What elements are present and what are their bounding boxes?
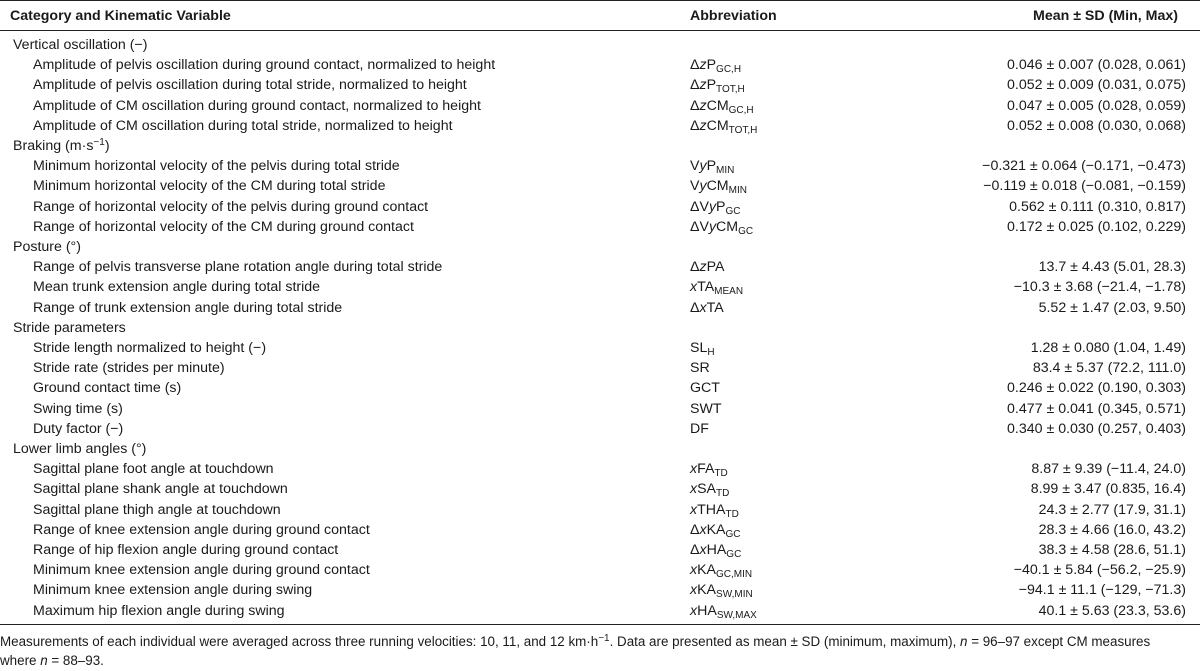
- variable-name: Minimum knee extension angle during swing: [33, 582, 313, 599]
- abbreviation-cell: [690, 378, 940, 398]
- abbr-symbol: FA: [697, 461, 715, 478]
- abbreviation-cell: [690, 75, 940, 95]
- abbr-subscript: MIN: [728, 185, 747, 197]
- abbr-axis: y: [708, 218, 717, 235]
- mean-sd-value: 38.3 ± 4.58 (28.6, 51.1): [1038, 542, 1186, 559]
- mean-sd-value: −40.1 ± 5.84 (−56.2, −25.9): [1013, 562, 1186, 579]
- abbreviation-cell: [690, 399, 940, 419]
- variable-name: Amplitude of pelvis oscillation during total stride, normalized to height: [33, 77, 467, 94]
- abbr-symbol: CM: [706, 117, 729, 134]
- abbr-prefix: Δ: [690, 57, 700, 74]
- table-row: [0, 479, 1200, 499]
- abbr-axis: x: [690, 481, 698, 498]
- category-row: [0, 439, 1200, 459]
- mean-sd-value: 28.3 ± 4.66 (16.0, 43.2): [1038, 521, 1186, 538]
- table-row: [0, 277, 1200, 297]
- mean-sd-value: 24.3 ± 2.77 (17.9, 31.1): [1038, 501, 1186, 518]
- table-body: [0, 31, 1200, 625]
- abbr-subscript: GC,MIN: [716, 569, 753, 581]
- abbr-subscript: GC,H: [728, 104, 754, 116]
- abbr-subscript: SW,MAX: [716, 609, 757, 621]
- header-row: [0, 1, 1200, 31]
- abbreviation-cell: [690, 601, 940, 625]
- abbr-subscript: GC: [725, 528, 741, 540]
- table-row: [0, 116, 1200, 136]
- abbr-subscript: TD: [716, 488, 730, 500]
- table-row: [0, 560, 1200, 580]
- variable-name: Duty factor (−): [33, 420, 124, 437]
- abbr-prefix: ΔV: [690, 198, 709, 215]
- mean-sd-value: −0.119 ± 0.018 (−0.081, −0.159): [983, 178, 1186, 195]
- abbreviation-cell: [690, 540, 940, 560]
- abbreviation-cell: [690, 338, 940, 358]
- abbr-subscript: TOT,H: [728, 124, 758, 136]
- abbreviation-cell: [690, 55, 940, 75]
- abbr-symbol: P: [706, 57, 717, 74]
- category-label: Lower limb angles (°): [13, 441, 147, 458]
- abbreviation-cell: [690, 298, 940, 318]
- abbr-subscript: MEAN: [714, 286, 744, 298]
- mean-sd-value: 0.052 ± 0.009 (0.031, 0.075): [1007, 77, 1186, 94]
- table-row: [0, 75, 1200, 95]
- abbr-axis: z: [699, 259, 707, 276]
- footnote-text-3: = 96–97 except CM measures where: [0, 634, 1151, 668]
- variable-name: Range of knee extension angle during ground contact: [33, 521, 370, 538]
- mean-sd-value: −10.3 ± 3.68 (−21.4, −1.78): [1013, 279, 1186, 296]
- abbr-subscript: TD: [725, 508, 739, 520]
- footnote-text-2: . Data are presented as mean ± SD (minimum, maximum),: [609, 634, 961, 649]
- abbr-axis: x: [690, 582, 698, 599]
- abbreviation-cell: [690, 156, 940, 176]
- abbreviation-cell: [690, 197, 940, 217]
- abbr-prefix: V: [690, 158, 700, 175]
- abbr-symbol: THA: [697, 501, 726, 518]
- abbreviation-cell: [690, 560, 940, 580]
- variable-name: Amplitude of CM oscillation during total stride, normalized to height: [33, 117, 453, 134]
- category-title: [0, 318, 1200, 338]
- abbr-axis: x: [699, 299, 707, 316]
- abbr-axis: z: [699, 97, 707, 114]
- header-mean-sd: Mean ± SD (Min, Max): [940, 1, 1200, 31]
- category-title: [0, 31, 1200, 56]
- abbreviation-cell: [690, 479, 940, 499]
- abbr-symbol: DF: [690, 420, 709, 437]
- abbr-symbol: TA: [697, 279, 715, 296]
- abbr-axis: z: [699, 117, 707, 134]
- table-row: [0, 601, 1200, 625]
- abbr-symbol: CM: [716, 218, 739, 235]
- abbr-subscript: TD: [714, 468, 728, 480]
- variable-name: Range of pelvis transverse plane rotation angle during total stride: [33, 259, 443, 276]
- mean-sd-value: −0.321 ± 0.064 (−0.171, −0.473): [982, 158, 1186, 175]
- abbreviation-cell: [690, 500, 940, 520]
- abbreviation-cell: [690, 358, 940, 378]
- variable-name: Range of horizontal velocity of the pelvis during ground contact: [33, 198, 429, 215]
- mean-sd-value: 8.87 ± 9.39 (−11.4, 24.0): [1031, 461, 1186, 478]
- abbreviation-cell: [690, 257, 940, 277]
- table-row: [0, 540, 1200, 560]
- table-row: [0, 399, 1200, 419]
- abbr-symbol: CM: [706, 178, 729, 195]
- mean-sd-value: 0.052 ± 0.008 (0.030, 0.068): [1007, 117, 1186, 134]
- category-title: [0, 237, 1200, 257]
- variable-name: Minimum knee extension angle during ground contact: [33, 562, 370, 579]
- abbr-prefix: Δ: [690, 259, 700, 276]
- header-abbreviation: Abbreviation: [690, 1, 940, 31]
- table-row: [0, 378, 1200, 398]
- mean-sd-value: 40.1 ± 5.63 (23.3, 53.6): [1038, 602, 1186, 619]
- footnote-text-1: Measurements of each individual were averaged across three running velocities: 10, 11, and 12 km·h: [0, 634, 599, 649]
- variable-name: Sagittal plane thigh angle at touchdown: [33, 501, 281, 518]
- variable-name: Ground contact time (s): [33, 380, 182, 397]
- variable-name: Mean trunk extension angle during total stride: [33, 279, 321, 296]
- variable-name: Sagittal plane shank angle at touchdown: [33, 481, 288, 498]
- abbr-axis: x: [690, 461, 698, 478]
- abbr-subscript: MIN: [716, 165, 735, 177]
- abbr-subscript: GC: [726, 549, 742, 561]
- variable-name: Amplitude of pelvis oscillation during ground contact, normalized to height: [33, 57, 496, 74]
- table-row: [0, 55, 1200, 75]
- footnote-text-4: = 88–93.: [47, 653, 104, 668]
- mean-sd-value: 0.047 ± 0.005 (0.028, 0.059): [1007, 97, 1186, 114]
- table-row: [0, 96, 1200, 116]
- mean-sd-value: 0.046 ± 0.007 (0.028, 0.061): [1007, 57, 1186, 74]
- variable-name: Sagittal plane foot angle at touchdown: [33, 461, 274, 478]
- abbr-prefix: Δ: [690, 542, 700, 559]
- abbr-subscript: GC: [738, 225, 754, 237]
- mean-sd-value: −94.1 ± 11.1 (−129, −71.3): [1018, 582, 1186, 599]
- abbreviation-cell: [690, 116, 940, 136]
- table-row: [0, 156, 1200, 176]
- abbr-symbol: HA: [706, 542, 727, 559]
- abbr-symbol: CM: [706, 97, 729, 114]
- abbr-prefix: Δ: [690, 299, 700, 316]
- category-title: [0, 439, 1200, 459]
- mean-sd-value: 8.99 ± 3.47 (0.835, 16.4): [1030, 481, 1186, 498]
- abbr-symbol: KA: [697, 562, 717, 579]
- abbr-subscript: H: [707, 347, 715, 359]
- variable-name: Maximum hip flexion angle during swing: [33, 602, 285, 619]
- abbr-prefix: ΔV: [690, 218, 709, 235]
- mean-sd-value: 0.477 ± 0.041 (0.345, 0.571): [1007, 400, 1186, 417]
- abbreviation-cell: [690, 277, 940, 297]
- variable-name: Swing time (s): [33, 400, 123, 417]
- category-label: Stride parameters: [13, 319, 126, 336]
- abbr-prefix: V: [690, 178, 700, 195]
- footnote-n-symbol: n: [960, 634, 968, 649]
- abbreviation-cell: [690, 96, 940, 116]
- abbr-symbol: P: [716, 198, 726, 215]
- abbr-symbol: TA: [706, 299, 724, 316]
- abbr-symbol: SWT: [690, 400, 722, 417]
- variable-name: Range of hip flexion angle during ground contact: [33, 542, 339, 559]
- abbr-axis: z: [699, 77, 707, 94]
- category-row: [0, 31, 1200, 56]
- category-label: Vertical oscillation (−): [13, 37, 148, 53]
- abbreviation-cell: [690, 176, 940, 196]
- mean-sd-value: 83.4 ± 5.37 (72.2, 111.0): [1032, 360, 1186, 377]
- abbr-axis: x: [690, 279, 698, 296]
- table-row: [0, 298, 1200, 318]
- mean-sd-value: 5.52 ± 1.47 (2.03, 9.50): [1038, 299, 1186, 316]
- mean-sd-value: 1.28 ± 0.080 (1.04, 1.49): [1030, 340, 1186, 357]
- abbr-axis: x: [699, 521, 707, 538]
- table-row: [0, 197, 1200, 217]
- abbr-axis: x: [699, 542, 707, 559]
- abbr-symbol: P: [706, 158, 717, 175]
- category-row: [0, 237, 1200, 257]
- abbr-prefix: Δ: [690, 77, 700, 94]
- variable-name: Amplitude of CM oscillation during ground contact, normalized to height: [33, 97, 481, 114]
- category-label: Braking (m·s: [13, 138, 94, 155]
- abbr-axis: z: [699, 57, 707, 74]
- variable-name: Minimum horizontal velocity of the pelvis during total stride: [33, 158, 400, 175]
- table-row: [0, 500, 1200, 520]
- table-footnote: [0, 632, 1188, 670]
- abbr-axis: y: [699, 158, 707, 175]
- abbr-prefix: Δ: [690, 97, 700, 114]
- footnote-n-symbol: n: [40, 653, 48, 668]
- table-row: [0, 217, 1200, 237]
- variable-name: Stride rate (strides per minute): [33, 360, 225, 377]
- category-label-end: ): [104, 138, 110, 155]
- abbr-symbol: KA: [706, 521, 726, 538]
- table-row: [0, 459, 1200, 479]
- abbr-axis: y: [708, 198, 717, 215]
- abbr-symbol: P: [706, 77, 717, 94]
- mean-sd-value: 13.7 ± 4.43 (5.01, 28.3): [1038, 259, 1186, 276]
- table-row: [0, 358, 1200, 378]
- abbr-prefix: Δ: [690, 521, 700, 538]
- mean-sd-value: 0.340 ± 0.030 (0.257, 0.403): [1007, 420, 1186, 437]
- variable-name: Minimum horizontal velocity of the CM during total stride: [33, 178, 386, 195]
- abbr-symbol: KA: [697, 582, 717, 599]
- table-row: [0, 580, 1200, 600]
- abbr-subscript: GC,H: [716, 64, 742, 76]
- abbr-symbol: SR: [690, 360, 710, 377]
- category-label: Posture (°): [13, 239, 81, 256]
- variable-name: Range of trunk extension angle during total stride: [33, 299, 343, 316]
- table-header: [0, 1, 1200, 31]
- abbr-symbol: SL: [690, 340, 708, 357]
- abbreviation-cell: [690, 580, 940, 600]
- abbr-symbol: PA: [706, 259, 725, 276]
- mean-sd-value: 0.172 ± 0.025 (0.102, 0.229): [1007, 218, 1186, 235]
- table-row: [0, 338, 1200, 358]
- abbreviation-cell: [690, 419, 940, 439]
- mean-sd-value: 0.246 ± 0.022 (0.190, 0.303): [1007, 380, 1186, 397]
- abbreviation-cell: [690, 459, 940, 479]
- category-row: [0, 136, 1200, 156]
- category-exponent: −1: [93, 137, 105, 149]
- abbr-axis: x: [690, 602, 698, 619]
- abbr-symbol: HA: [697, 602, 717, 619]
- abbr-subscript: SW,MIN: [716, 589, 753, 601]
- variable-name: Range of horizontal velocity of the CM during ground contact: [33, 218, 414, 235]
- abbr-axis: x: [690, 501, 698, 518]
- abbr-axis: y: [699, 178, 707, 195]
- table-row: [0, 176, 1200, 196]
- table-row: [0, 257, 1200, 277]
- table-row: [0, 419, 1200, 439]
- abbr-symbol: SA: [697, 481, 717, 498]
- header-category: Category and Kinematic Variable: [0, 1, 690, 31]
- abbreviation-cell: [690, 217, 940, 237]
- abbr-subscript: GC: [725, 205, 741, 217]
- abbr-axis: x: [690, 562, 698, 579]
- category-title: [0, 136, 1200, 156]
- abbreviation-cell: [690, 520, 940, 540]
- abbr-symbol: GCT: [690, 380, 720, 397]
- abbr-prefix: Δ: [690, 117, 700, 134]
- mean-sd-value: 0.562 ± 0.111 (0.310, 0.817): [1009, 198, 1186, 215]
- table-row: [0, 520, 1200, 540]
- category-row: [0, 318, 1200, 338]
- abbr-subscript: TOT,H: [716, 84, 745, 96]
- footnote-exponent: −1: [598, 633, 610, 644]
- variable-name: Stride length normalized to height (−): [33, 340, 267, 357]
